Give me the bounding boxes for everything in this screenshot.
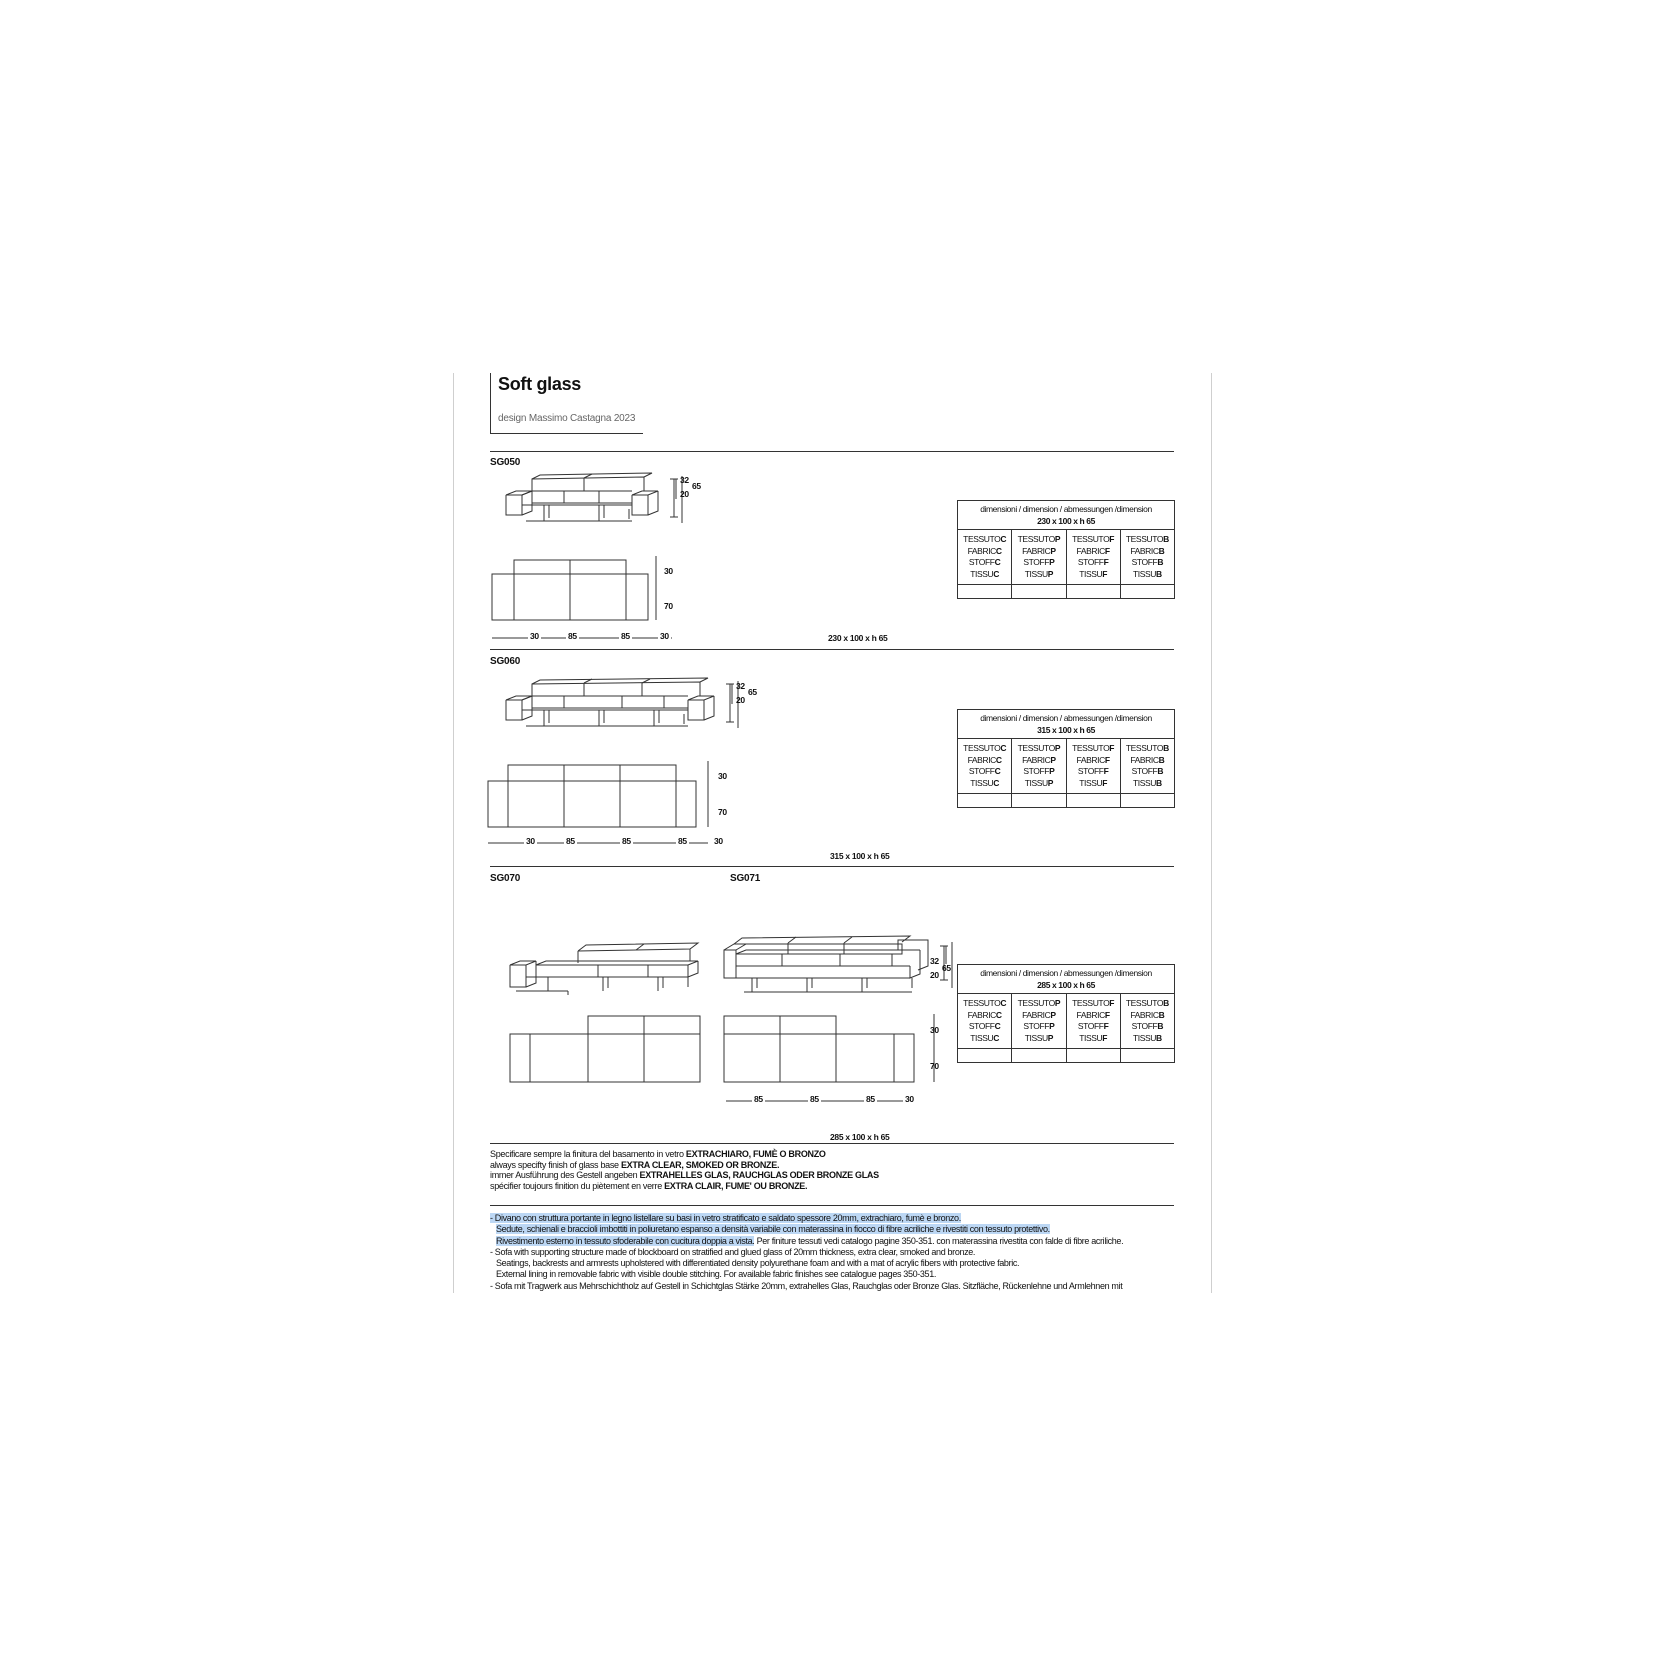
dim-label: 32 — [736, 681, 745, 691]
dim-label: 30 — [526, 836, 535, 846]
dim-label: 30 — [718, 771, 727, 781]
table-header: dimensioni / dimension / abmessungen /dimension 230 x 100 x h 65 — [958, 501, 1175, 530]
dim-label: 30 — [905, 1094, 914, 1104]
sofa-sg050-side-view — [504, 473, 694, 541]
dim-label: 85 — [754, 1094, 763, 1104]
finish-table-sg050 — [957, 500, 1175, 599]
page-title: Soft glass — [498, 374, 582, 394]
width-dimension-line — [490, 633, 680, 643]
dim-label: 20 — [930, 970, 939, 980]
fabric-cell-c: TESSUTOC FABRICC STOFFC TISSUC — [958, 739, 1012, 794]
product-code-sg071: SG071 — [730, 873, 761, 884]
note-line: immer Ausführung des Gestell angeben EXTRAHELLES GLAS, RAUCHGLAS ODER BRONZE GLAS — [490, 1170, 879, 1180]
product-description — [490, 1213, 1190, 1293]
product-code-sg070: SG070 — [490, 873, 521, 884]
size-caption: 230 x 100 x h 65 — [828, 633, 888, 643]
glass-finish-notes — [490, 1149, 879, 1191]
dim-label: 85 — [866, 1094, 875, 1104]
dim-label: 30 — [714, 836, 723, 846]
dim-label: 32 — [930, 956, 939, 966]
sofa-sg071-top-view — [722, 1014, 952, 1086]
dim-label: 30 — [530, 631, 539, 641]
sofa-sg060-top-view — [486, 761, 726, 831]
fabric-cell-b: TESSUTOB FABRICB STOFFB TISSUB — [1120, 739, 1174, 794]
sofa-sg071-side-view — [722, 936, 962, 1000]
dim-label: 70 — [664, 601, 673, 611]
finish-table-sg060 — [957, 709, 1175, 808]
fabric-cell-c: TESSUTOC FABRICC STOFFC TISSUC — [958, 994, 1012, 1049]
dim-label: 70 — [930, 1061, 939, 1071]
divider — [490, 649, 1174, 650]
table-header: dimensioni / dimension / abmessungen /dimension 315 x 100 x h 65 — [958, 710, 1175, 739]
desc-line: - Sofa with supporting structure made of blockboard on stratified and glued glass of 20mm thickness, extra clear, smoked and bronze. — [490, 1246, 976, 1257]
product-code-sg060: SG060 — [490, 656, 521, 667]
dim-label: 65 — [942, 963, 951, 973]
catalog-sheet — [453, 373, 1212, 1293]
sofa-sg060-side-view — [504, 678, 749, 746]
dim-label: 85 — [566, 836, 575, 846]
fabric-cell-p: TESSUTOP FABRICP STOFFP TISSUP — [1012, 530, 1066, 585]
divider — [490, 1205, 1174, 1206]
fabric-cell-b: TESSUTOB FABRICB STOFFB TISSUB — [1120, 530, 1174, 585]
fabric-cell-f: TESSUTOF FABRICF STOFFF TISSUF — [1066, 739, 1120, 794]
size-caption: 315 x 100 x h 65 — [830, 851, 890, 861]
divider — [490, 866, 1174, 867]
desc-line: External lining in removable fabric with visible double stitching. For available fabric finishes see catalogue pages 350-351. — [496, 1269, 937, 1280]
sofa-sg050-top-view — [490, 556, 672, 626]
dim-label: 85 — [568, 631, 577, 641]
desc-line: Sedute, schienali e braccioli imbottiti in poliuretano espanso a densità variabile con materassina in fiocco di fibre acriliche e rivestiti con tessuto protettivo. — [496, 1224, 1050, 1235]
dim-label: 70 — [718, 807, 727, 817]
dim-label: 32 — [680, 475, 689, 485]
desc-line: - Sofa mit Tragwerk aus Mehrschichtholz auf Gestell in Schichtglas Stärke 20mm, extrahelles Glas, Rauchglas oder Bronze Glas. Sitzfläche, Rückenlehne und Armlehnen mit — [490, 1280, 1123, 1291]
designer-credit: design Massimo Castagna 2023 — [498, 413, 636, 424]
dim-label: 65 — [748, 687, 757, 697]
divider — [490, 451, 1174, 452]
dim-label: 85 — [621, 631, 630, 641]
sofa-sg070-side-view — [508, 943, 704, 1001]
dim-label: 30 — [664, 566, 673, 576]
fabric-cell-f: TESSUTOF FABRICF STOFFF TISSUF — [1066, 530, 1120, 585]
dim-label: 85 — [810, 1094, 819, 1104]
fabric-cell-f: TESSUTOF FABRICF STOFFF TISSUF — [1066, 994, 1120, 1049]
dim-label: 30 — [930, 1025, 939, 1035]
note-line: always specifty finish of glass base EXTRA CLEAR, SMOKED OR BRONZE. — [490, 1159, 780, 1170]
dim-label: 85 — [622, 836, 631, 846]
fabric-cell-p: TESSUTOP FABRICP STOFFP TISSUP — [1012, 994, 1066, 1049]
dim-label: 20 — [736, 695, 745, 705]
table-header: dimensioni / dimension / abmessungen /dimension 285 x 100 x h 65 — [958, 965, 1175, 994]
note-line: Specificare sempre la finitura del basamento in vetro EXTRACHIARO, FUMÈ O BRONZO — [490, 1149, 826, 1159]
fabric-cell-c: TESSUTOC FABRICC STOFFC TISSUC — [958, 530, 1012, 585]
note-line: spécifier toujours finition du piètement en verre EXTRA CLAIR, FUME' OU BRONZE. — [490, 1180, 808, 1191]
finish-table-sg070 — [957, 964, 1175, 1063]
dim-label: 20 — [680, 489, 689, 499]
dim-label: 30 — [660, 631, 669, 641]
divider — [490, 1143, 1174, 1144]
fabric-cell-p: TESSUTOP FABRICP STOFFP TISSUP — [1012, 739, 1066, 794]
dim-label: 85 — [678, 836, 687, 846]
dim-label: 65 — [692, 481, 701, 491]
desc-line: Seatings, backrests and armrests upholstered with differentiated density polyurethane foam and with a mat of acrylic fibers with protective fabric. — [496, 1258, 1020, 1269]
desc-line: - Divano con struttura portante in legno listellare su basi in vetro stratificato e saldato spessore 20mm, extrachiaro, fumè e bronzo. — [490, 1213, 961, 1223]
product-code-sg050: SG050 — [490, 457, 521, 468]
fabric-cell-b: TESSUTOB FABRICB STOFFB TISSUB — [1120, 994, 1174, 1049]
size-caption: 285 x 100 x h 65 — [830, 1132, 890, 1142]
desc-line: Rivestimento esterno in tessuto sfoderabile con cucitura doppia a vista. Per finiture tessuti vedi catalogo pagine 350-351. con materassina rivestita con falde di fibre acriliche. — [496, 1235, 1124, 1246]
sofa-sg070-top-view — [508, 1014, 698, 1086]
